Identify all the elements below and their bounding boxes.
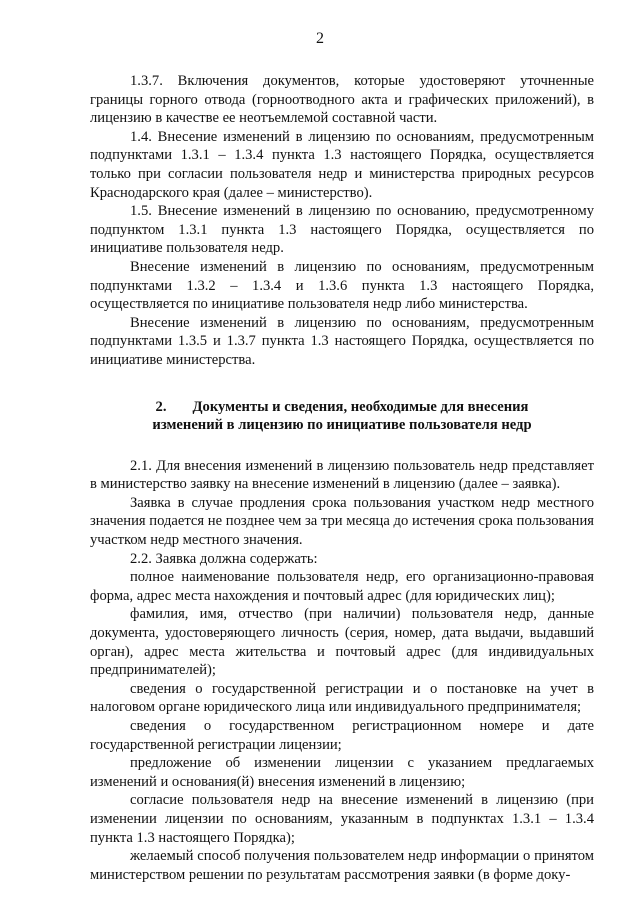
section-title-line-1: Документы и сведения, необходимые для внесения xyxy=(192,398,529,415)
paragraph-1-4: 1.4. Внесение изменений в лицензию по основаниям, предусмотренным подпунктами 1.3.1 – 1.3.4 пункта 1.3 настоящего Порядка, осуществляется только при согласии пользователя недр и министерства природных ресурсов Краснодарского края (далее – министерство). xyxy=(90,128,594,201)
section-title-line-2: изменений в лицензию по инициативе пользователя недр xyxy=(152,417,532,434)
paragraph-2-1-second: Заявка в случае продления срока пользования участком недр местного значения подается не позднее чем за три месяца до истечения срока пользования участком недр местного значения. xyxy=(90,494,594,549)
list-item-license-number: сведения о государственном регистрационном номере и дате государственной регистрации лицензии; xyxy=(90,718,594,753)
paragraph-1-3-7: 1.3.7. Включения документов, которые удостоверяют уточненные границы горного отвода (горноотводного акта и графических приложений), в лицензию в качестве ее неотъемлемой составной части. xyxy=(90,73,594,127)
list-item-individual: фамилия, имя, отчество (при наличии) пользователя недр, данные документа, удостоверяющего личность (серия, номер, дата выдачи, выдавший орган), адрес места жительства и почтовый адрес (для индивидуальных предпринимателей); xyxy=(90,606,594,679)
list-item-delivery-method: желаемый способ получения пользователем недр информации о принятом министерством решении по результатам рассмотрения заявки (в форме доку- xyxy=(90,848,594,883)
paragraph-2-1: 2.1. Для внесения изменений в лицензию пользователь недр представляет в министерство заявку на внесение изменений в лицензию (далее – заявка). xyxy=(90,457,594,493)
paragraph-1-5-third: Внесение изменений в лицензию по основаниям, предусмотренным подпунктами 1.3.5 и 1.3.7 пункта 1.3 настоящего Порядка, осуществляется по инициативе министерства. xyxy=(90,314,594,368)
paragraph-1-5: 1.5. Внесение изменений в лицензию по основанию, предусмотренному подпунктом 1.3.1 пункта 1.3 настоящего Порядка, осуществляется по инициативе пользователя недр. xyxy=(90,203,594,257)
list-item-consent: согласие пользователя недр на внесение изменений в лицензию (при изменении лицензии по основаниям, указанным в подпунктах 1.3.1 – 1.3.4 пункта 1.3 настоящего Порядка); xyxy=(90,792,594,846)
paragraph-1-5-second: Внесение изменений в лицензию по основаниям, предусмотренным подпунктами 1.3.2 – 1.3.4 и 1.3.6 пункта 1.3 настоящего Порядка, осуществляется по инициативе пользователя недр либо министерства. xyxy=(90,258,594,313)
list-item-registration: сведения о государственной регистрации и о постановке на учет в налоговом органе юридического лица или индивидуального предпринимателя; xyxy=(90,680,594,716)
list-item-proposal: предложение об изменении лицензии с указанием предлагаемых изменений и основания(й) внесения изменений в лицензию; xyxy=(90,755,594,790)
document-body xyxy=(90,72,594,884)
page-number: 2 xyxy=(316,30,324,47)
section-heading xyxy=(90,398,594,435)
paragraph-2-2: 2.2. Заявка должна содержать: xyxy=(130,550,318,567)
list-item-legal-entity: полное наименование пользователя недр, его организационно-правовая форма, адрес места нахождения и почтовый адрес (для юридических лиц); xyxy=(90,569,594,604)
section-number: 2. xyxy=(155,398,167,415)
